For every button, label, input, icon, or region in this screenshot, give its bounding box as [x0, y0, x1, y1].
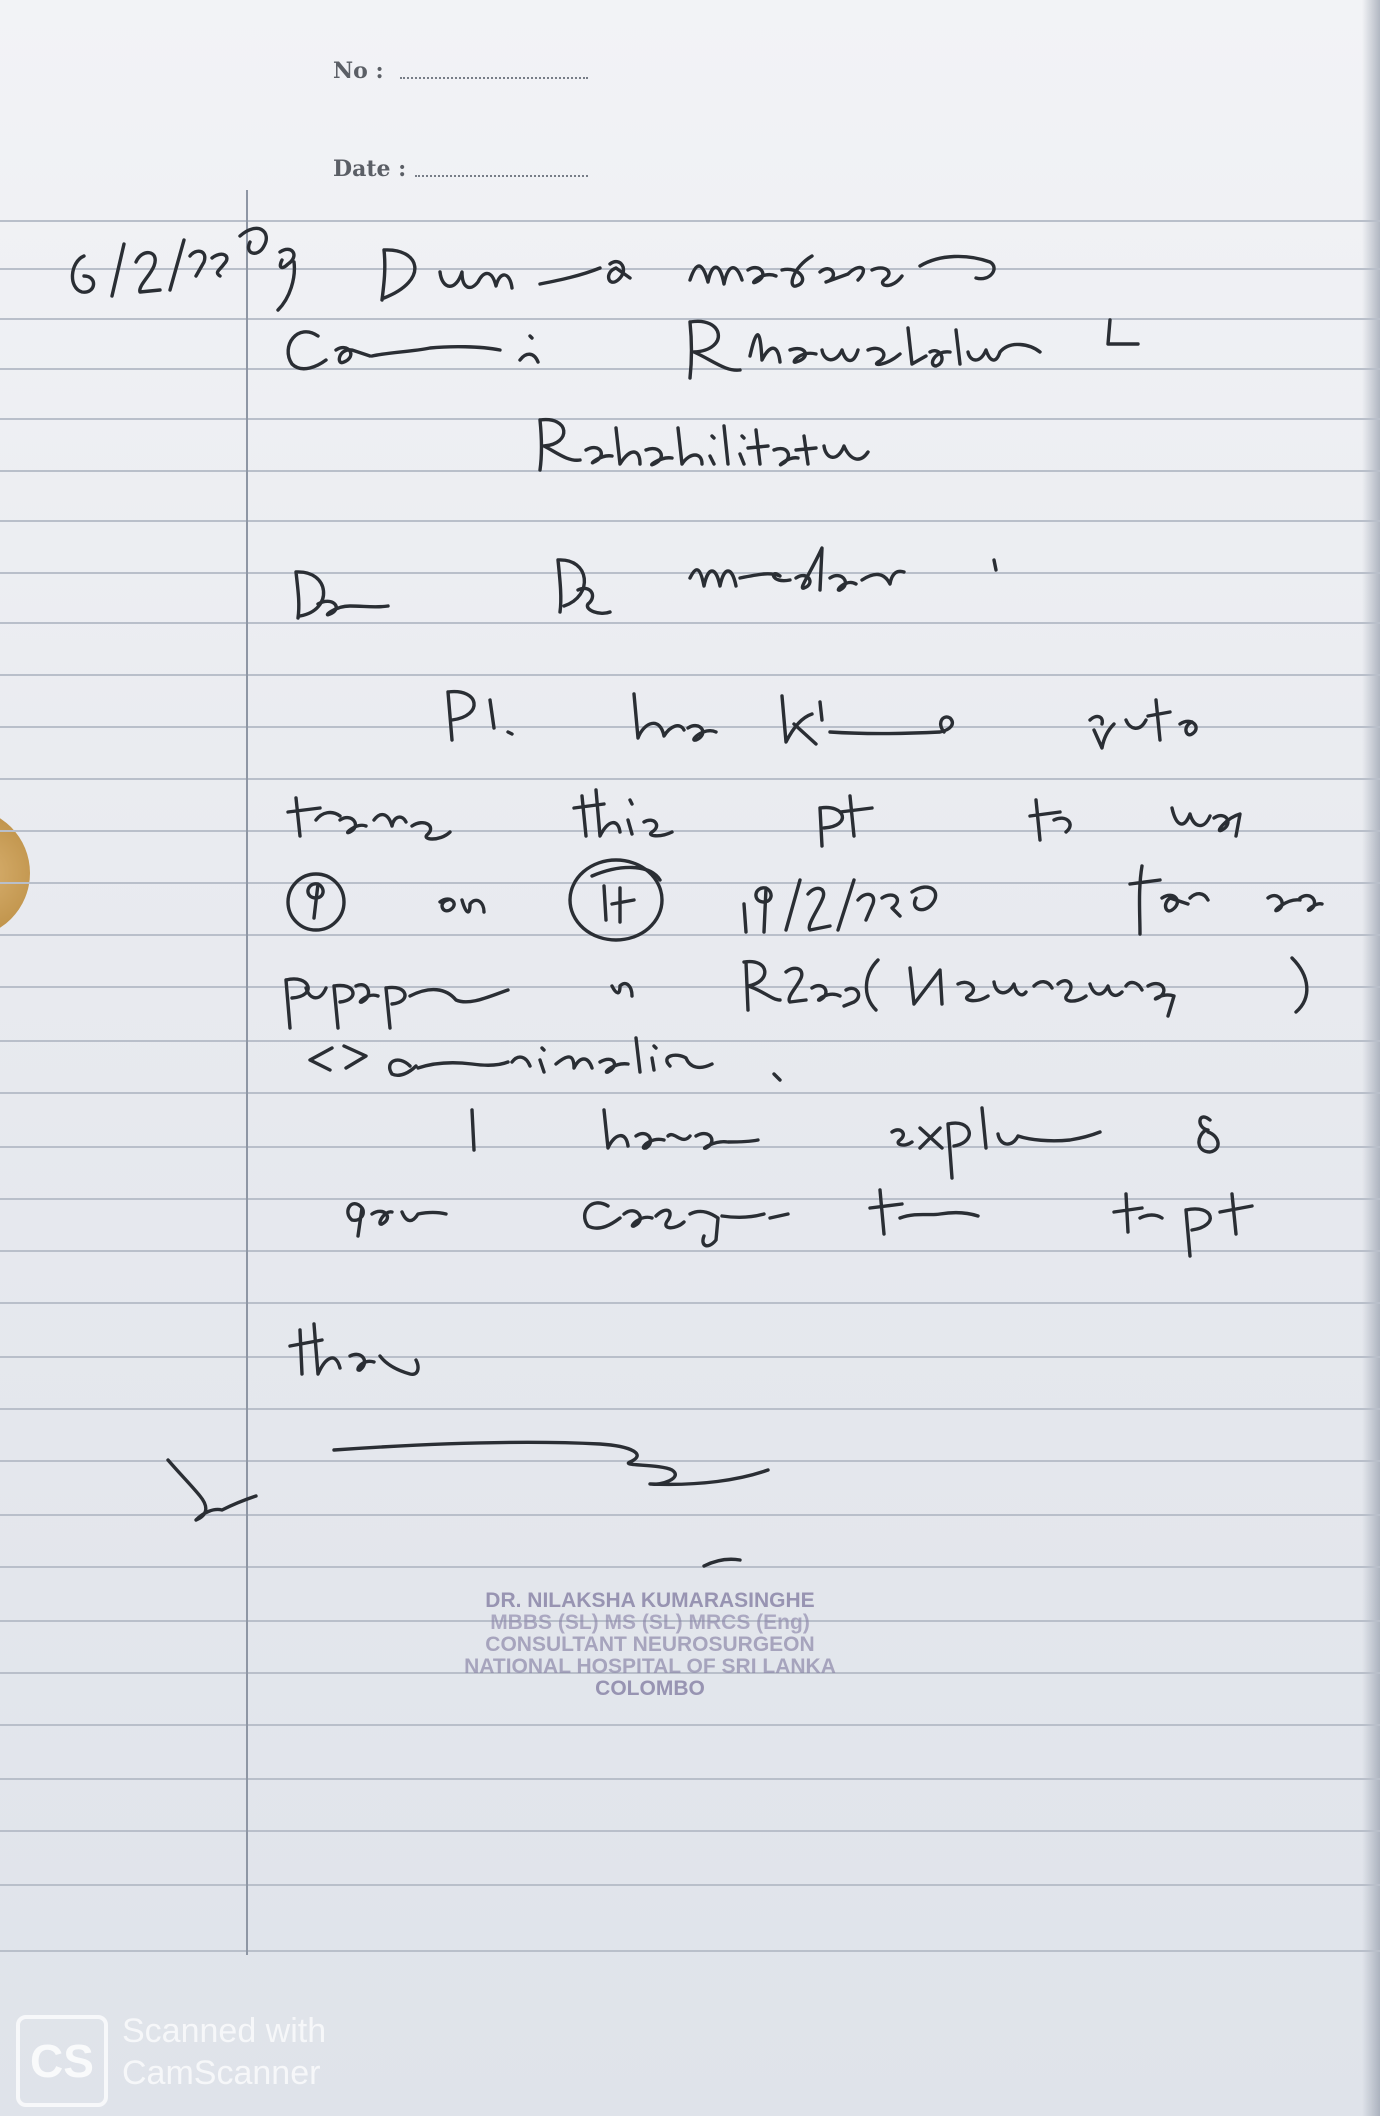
watermark-line-2: CamScanner: [122, 2054, 321, 2092]
handwritten-date: [72, 228, 266, 296]
handwritten-line-7: [288, 860, 1322, 940]
handwritten-line-2: [288, 320, 1138, 378]
stamp-city: COLOMBO: [595, 1677, 705, 1700]
handwritten-line-4: [296, 548, 996, 618]
stamp-qualifications: MBBS (SL) MS (SL) MRCS (Eng): [490, 1611, 810, 1634]
watermark-line-1: Scanned with: [122, 2012, 327, 2050]
camscanner-watermark: [122, 2010, 326, 2094]
doctor-stamp: [400, 1590, 900, 1700]
handwritten-line-10: [472, 1108, 1218, 1178]
stamp-name: DR. NILAKSHA KUMARASINGHE: [485, 1589, 815, 1612]
stamp-hospital: NATIONAL HOSPITAL OF SRI LANKA: [464, 1655, 836, 1678]
handwritten-line-11: [348, 1190, 1252, 1256]
camscanner-logo: CS: [16, 2015, 108, 2107]
handwritten-line-8: [286, 958, 1307, 1028]
date-label: Date :: [333, 156, 407, 182]
signature: [168, 1442, 768, 1566]
no-label: No :: [333, 58, 384, 84]
handwritten-line-3: [540, 420, 868, 470]
stamp-title: CONSULTANT NEUROSURGEON: [485, 1633, 815, 1656]
handwritten-line-1: [278, 249, 994, 310]
handwritten-line-9: [310, 1038, 780, 1080]
handwritten-line-12: [290, 1324, 418, 1374]
handwritten-line-5: [448, 692, 1196, 748]
handwritten-line-6: [288, 790, 1240, 846]
